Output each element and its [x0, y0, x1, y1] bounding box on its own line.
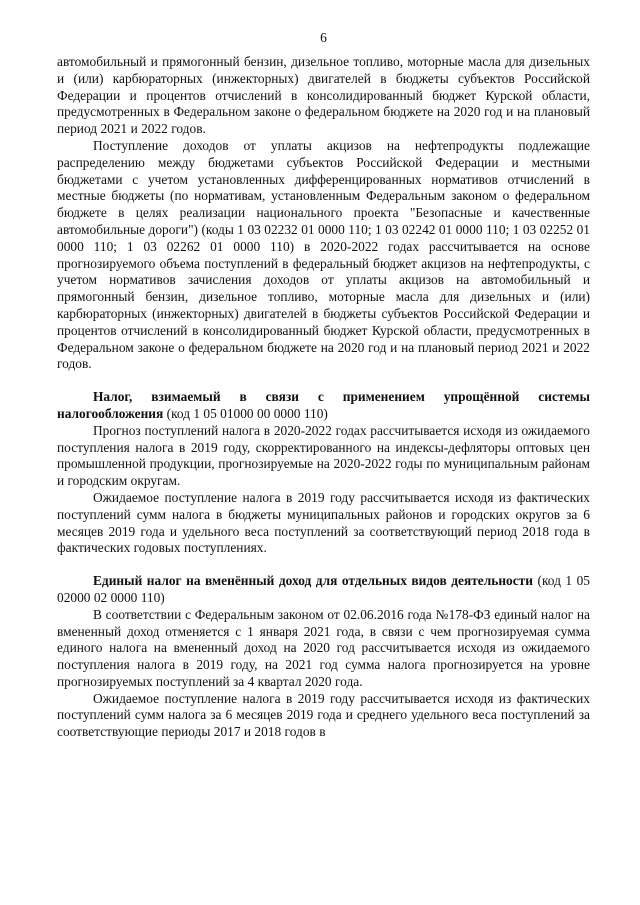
heading-simplified-tax-title: Налог, взимаемый в связи с применением упрощённой системы налогообложения	[57, 389, 590, 421]
paragraph-fuel-excise-continuation: автомобильный и прямогонный бензин, дизельное топливо, моторные масла для дизельных и (или) карбюраторных (инжекторных) двигателей в бюджеты субъектов Российской Федерации и процентов отчислений в консолидированный бюджет Курской области, предусмотренных в Федеральном законе о федеральном бюджете на 2020 год и на плановый период 2021 и 2022 годов.	[57, 54, 590, 137]
heading-imputed-income-tax-code: (код 1 05 02000 02 0000 110)	[57, 573, 590, 605]
paragraph-imputed-income-law: В соответствии с Федеральным законом от 02.06.2016 года №178-ФЗ единый налог на вмененный доход отменяется с 1 января 2021 года, в связи с чем прогнозируемая сумма единого налога на вмененный доход на 2020 год рассчитывается исходя из ожидаемого поступления налога в 2019 году, на 2021 год сумма налога прогнозируется на уровне прогнозируемых поступлений за 4 квартал 2020 года.	[57, 606, 590, 689]
heading-simplified-tax	[57, 389, 590, 423]
paragraph-simplified-tax-forecast: Прогноз поступлений налога в 2020-2022 годах рассчитывается исходя из ожидаемого поступления налога в 2019 году, скорректированного на индексы-дефляторы оптовых цен промышленной продукции, прогнозируемые на 2020-2022 годы по муниципальным районам и городским округам.	[57, 422, 590, 489]
page-number: 6	[320, 30, 327, 45]
spacer	[57, 557, 590, 573]
heading-imputed-income-tax-title: Единый налог на вменённый доход для отдельных видов деятельности	[93, 573, 533, 589]
paragraph-imputed-income-expected: Ожидаемое поступление налога в 2019 году рассчитывается исходя из фактических поступлений сумм налога за 6 месяцев 2019 года и среднего удельного веса поступлений за соответствующие периоды 2017 и 2018 годов в	[57, 690, 590, 740]
paragraph-fuel-excise-distribution: Поступление доходов от уплаты акцизов на нефтепродукты подлежащие распределению между бюджетами субъектов Российской Федерации и местными бюджетами с учетом установленных дифференцированных нормативов отчислений в местные бюджеты (по нормативам, установленным Федеральным законом о федеральном бюджете в целях реализации национального проекта "Безопасные и качественные автомобильные дороги") (коды 1 03 02232 01 0000 110; 1 03 02242 01 0000 110; 1 03 02252 01 0000 110; 1 03 02262 01 0000 110) в 2020-2022 годах рассчитывается на основе прогнозируемого объема поступлений в федеральный бюджет акцизов на нефтепродукты, с учетом нормативов зачисления доходов от уплаты акцизов на автомобильный и прямогонный бензин, дизельное топливо, моторные масла для дизельных и (или) карбюраторных (инжекторных) двигателей в бюджеты субъектов Российской Федерации и процентов отчислений в консолидированный бюджет Курской области, предусмотренных в Федеральном законе о федеральном бюджете на 2020 год и на плановый период 2021 и 2022 годов.	[57, 137, 590, 372]
heading-simplified-tax-code: (код 1 05 01000 00 0000 110)	[163, 405, 328, 421]
spacer	[57, 373, 590, 389]
heading-imputed-income-tax	[57, 573, 590, 607]
paragraph-simplified-tax-expected: Ожидаемое поступление налога в 2019 году рассчитывается исходя из фактических поступлений сумм налога в бюджеты муниципальных районов и городских округов за 6 месяцев 2019 года и удельного веса поступлений за соответствующий период 2018 года в фактических годовых поступлениях.	[57, 489, 590, 556]
